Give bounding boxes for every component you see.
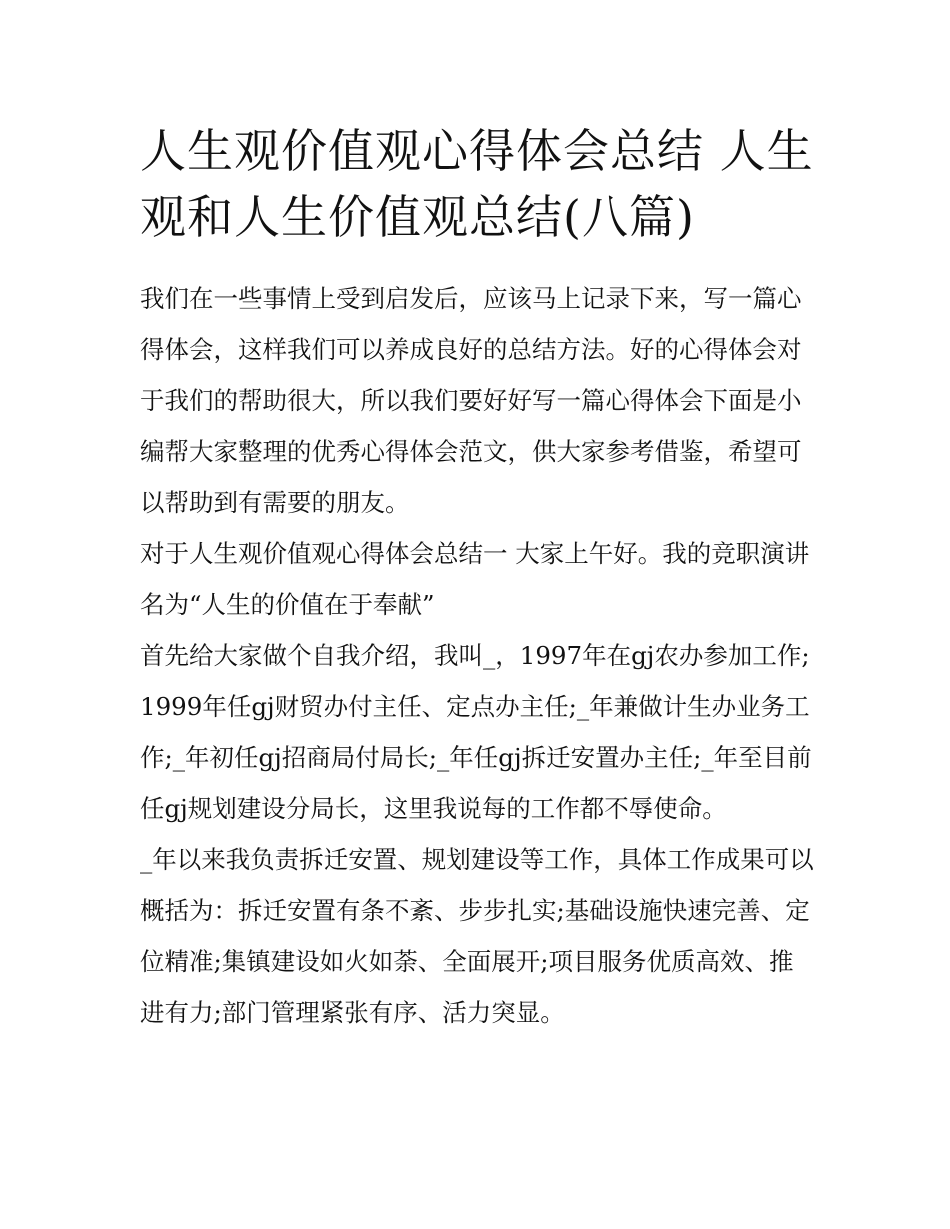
document-title: 人生观价值观心得体会总结 人生观和人生价值观总结(八篇): [140, 124, 814, 244]
paragraph-intro: 我们在一些事情上受到启发后，应该马上记录下来，写一篇心得体会，这样我们可以养成良好的总结方法。好的心得体会对于我们的帮助很大，所以我们要好好写一篇心得体会下面是小编帮大家整理的优秀心得体会范文，供大家参考借鉴，希望可以帮助到有需要的朋友。: [140, 284, 802, 517]
paragraph-work-results: _年以来我负责拆迁安置、规划建设等工作，具体工作成果可以概括为：拆迁安置有条不紊、步步扎实;基础设施快速完善、定位精准;集镇建设如火如荼、全面展开;项目服务优质高效、推进有力;部门管理紧张有序、活力突显。: [140, 845, 814, 1027]
document-page: [140, 118, 815, 1038]
document-body: [140, 273, 815, 1038]
paragraph-self-introduction: 首先给大家做个自我介绍，我叫_，1997年在gj农办参加工作;1999年任gj财贸办付主任、定点办主任;_年兼做计生办业务工作;_年初任gj招商局付局长;_年任gj拆迁安置办主任;_年至目前任gj规划建设分局长，这里我说每的工作都不辱使命。: [140, 641, 812, 823]
paragraph-section-one-heading: 对于人生观价值观心得体会总结一 大家上午好。我的竞职演讲名为“人生的价值在于奉献”: [140, 539, 810, 619]
